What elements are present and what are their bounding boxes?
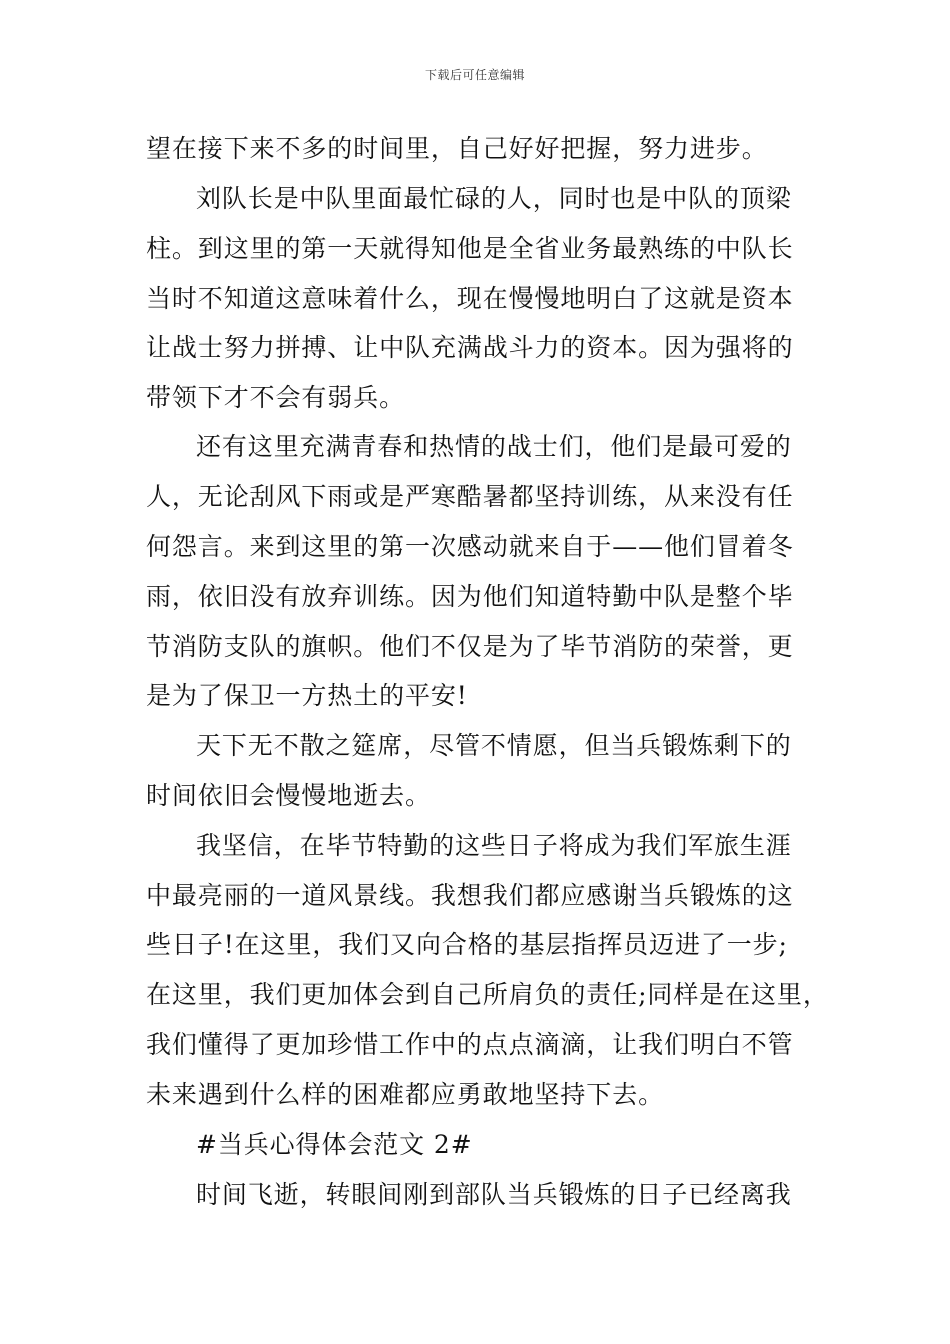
section-heading: #当兵心得体会范文 2# xyxy=(196,1130,473,1159)
body-line-15: 我坚信，在毕节特勤的这些日子将成为我们军旅生涯 xyxy=(196,831,792,860)
body-line-13: 天下无不散之筵席，尽管不情愿，但当兵锻炼剩下的 xyxy=(196,731,792,760)
body-line-8: 人，无论刮风下雨或是严寒酷暑都坚持训练，从来没有任 xyxy=(146,482,794,511)
body-line-20: 未来遇到什么样的困难都应勇敢地坚持下去。 xyxy=(146,1080,665,1109)
page-header: 下载后可任意编辑 xyxy=(424,68,525,82)
body-line-9: 何怨言。来到这里的第一次感动就来自于——他们冒着冬 xyxy=(146,532,794,561)
body-line-14: 时间依旧会慢慢地逝去。 xyxy=(146,781,431,810)
body-line-16: 中最亮丽的一道风景线。我想我们都应感谢当兵锻炼的这 xyxy=(146,881,794,910)
body-line-1: 望在接下来不多的时间里，自己好好把握，努力进步。 xyxy=(146,134,768,163)
body-line-17: 些日子!在这里，我们又向合格的基层指挥员迈进了一步; xyxy=(146,930,788,959)
body-line-5: 让战士努力拼搏、让中队充满战斗力的资本。因为强将的 xyxy=(146,333,794,362)
body-line-6: 带领下才不会有弱兵。 xyxy=(146,383,406,412)
body-line-3: 柱。到这里的第一天就得知他是全省业务最熟练的中队长 xyxy=(146,234,794,263)
body-line-22: 时间飞逝，转眼间刚到部队当兵锻炼的日子已经离我 xyxy=(196,1180,792,1209)
body-line-18: 在这里，我们更加体会到自己所肩负的责任;同样是在这里， xyxy=(146,980,829,1009)
body-line-11: 节消防支队的旗帜。他们不仅是为了毕节消防的荣誉，更 xyxy=(146,632,794,661)
body-line-10: 雨，依旧没有放弃训练。因为他们知道特勤中队是整个毕 xyxy=(146,582,794,611)
body-line-4: 当时不知道这意味着什么，现在慢慢地明白了这就是资本 xyxy=(146,284,794,313)
body-line-19: 我们懂得了更加珍惜工作中的点点滴滴，让我们明白不管 xyxy=(146,1030,794,1059)
body-line-7: 还有这里充满青春和热情的战士们，他们是最可爱的 xyxy=(196,432,792,461)
body-line-12: 是为了保卫一方热土的平安! xyxy=(146,681,468,710)
body-line-2: 刘队长是中队里面最忙碌的人，同时也是中队的顶梁 xyxy=(196,184,792,213)
